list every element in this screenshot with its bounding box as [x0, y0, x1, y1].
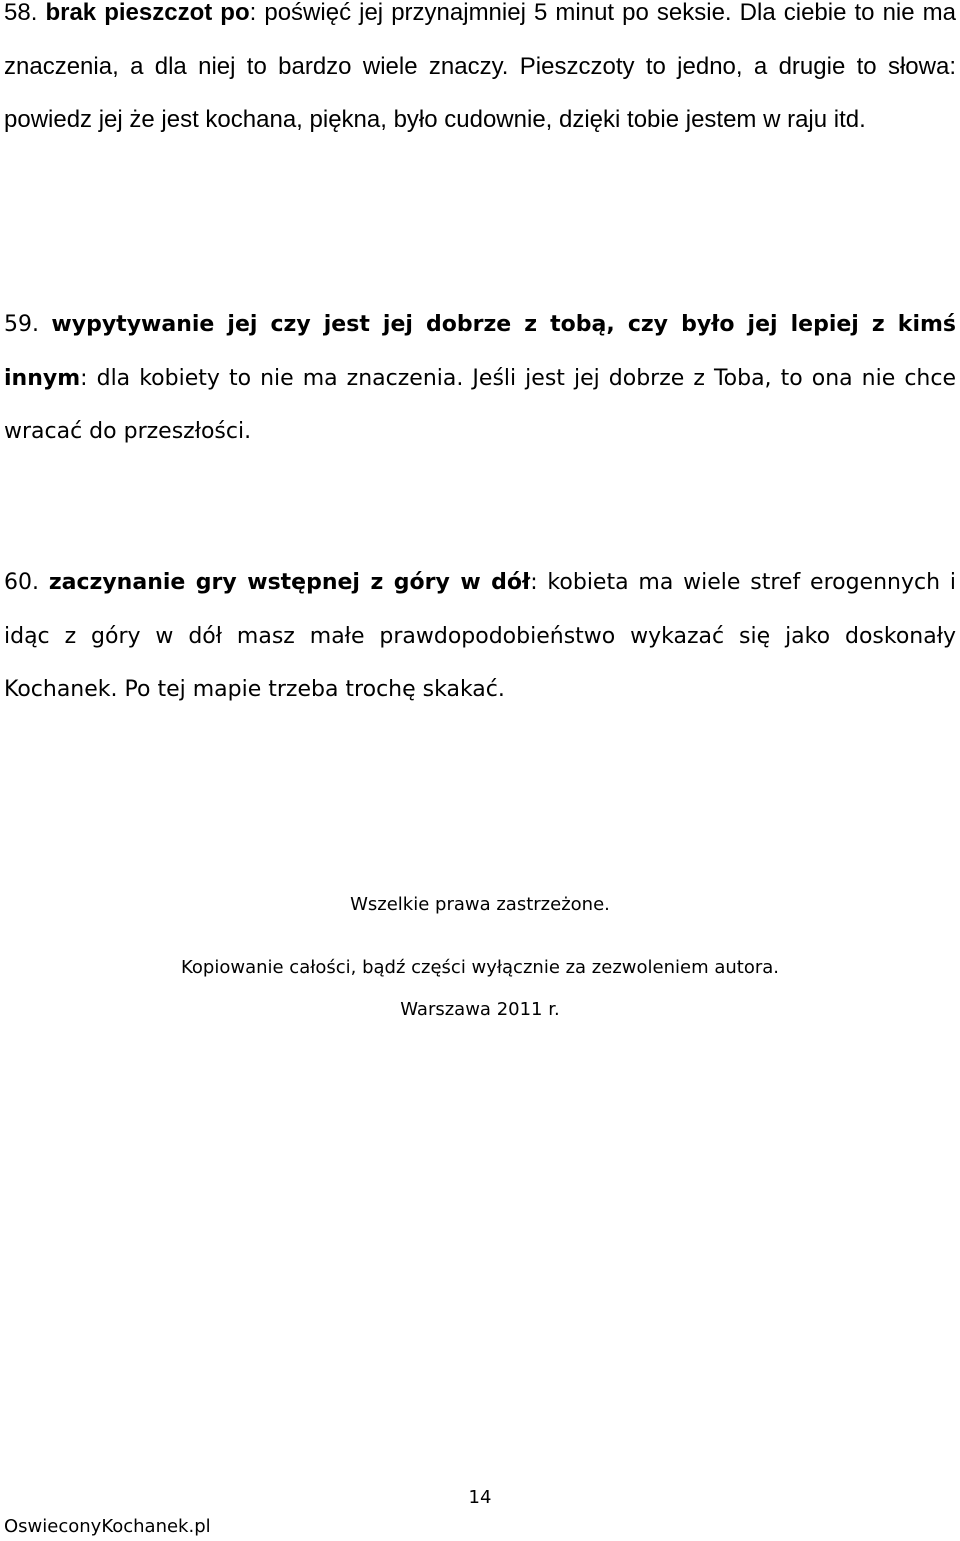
list-item-58	[4, 0, 956, 147]
item-title: zaczynanie gry wstępnej z góry w dół	[48, 570, 531, 595]
city-year: Warszawa 2011 r.	[400, 999, 560, 1020]
item-number: 58.	[4, 0, 38, 26]
item-title: wypytywanie jej czy jest jej dobrze z tobą, czy było jej lepiej z kimś innym	[4, 312, 956, 391]
item-number: 59.	[4, 312, 39, 337]
page-number: 14	[468, 1487, 492, 1508]
list-item-60	[4, 556, 956, 717]
copying-notice: Kopiowanie całości, bądź części wyłącznie za zezwoleniem autora.	[180, 957, 779, 978]
list-item-59	[4, 298, 956, 459]
item-number: 60.	[4, 570, 39, 595]
item-text: : dla kobiety to nie ma znaczenia. Jeśli jest jej dobrze z Toba, to ona nie chce wracać do przeszłości.	[4, 365, 956, 444]
item-title: brak pieszczot po	[45, 0, 250, 26]
rights-notice: Wszelkie prawa zastrzeżone.	[350, 894, 610, 915]
site-name: OswieconyKochanek.pl	[4, 1516, 211, 1537]
item-text: : poświęć jej przynajmniej 5 minut po seksie. Dla ciebie to nie ma znaczenia, a dla niej to bardzo wiele znaczy. Pieszczoty to jedno, a drugie to słowa: powiedz jej że jest kochana, piękna, było cudownie, dzięki tobie jestem w raju itd.	[4, 0, 957, 133]
item-text: : kobieta ma wiele stref erogennych i idąc z góry w dół masz małe prawdopodobieństwo wykazać się jako doskonały Kochanek. Po tej mapie trzeba trochę skakać.	[4, 570, 956, 702]
